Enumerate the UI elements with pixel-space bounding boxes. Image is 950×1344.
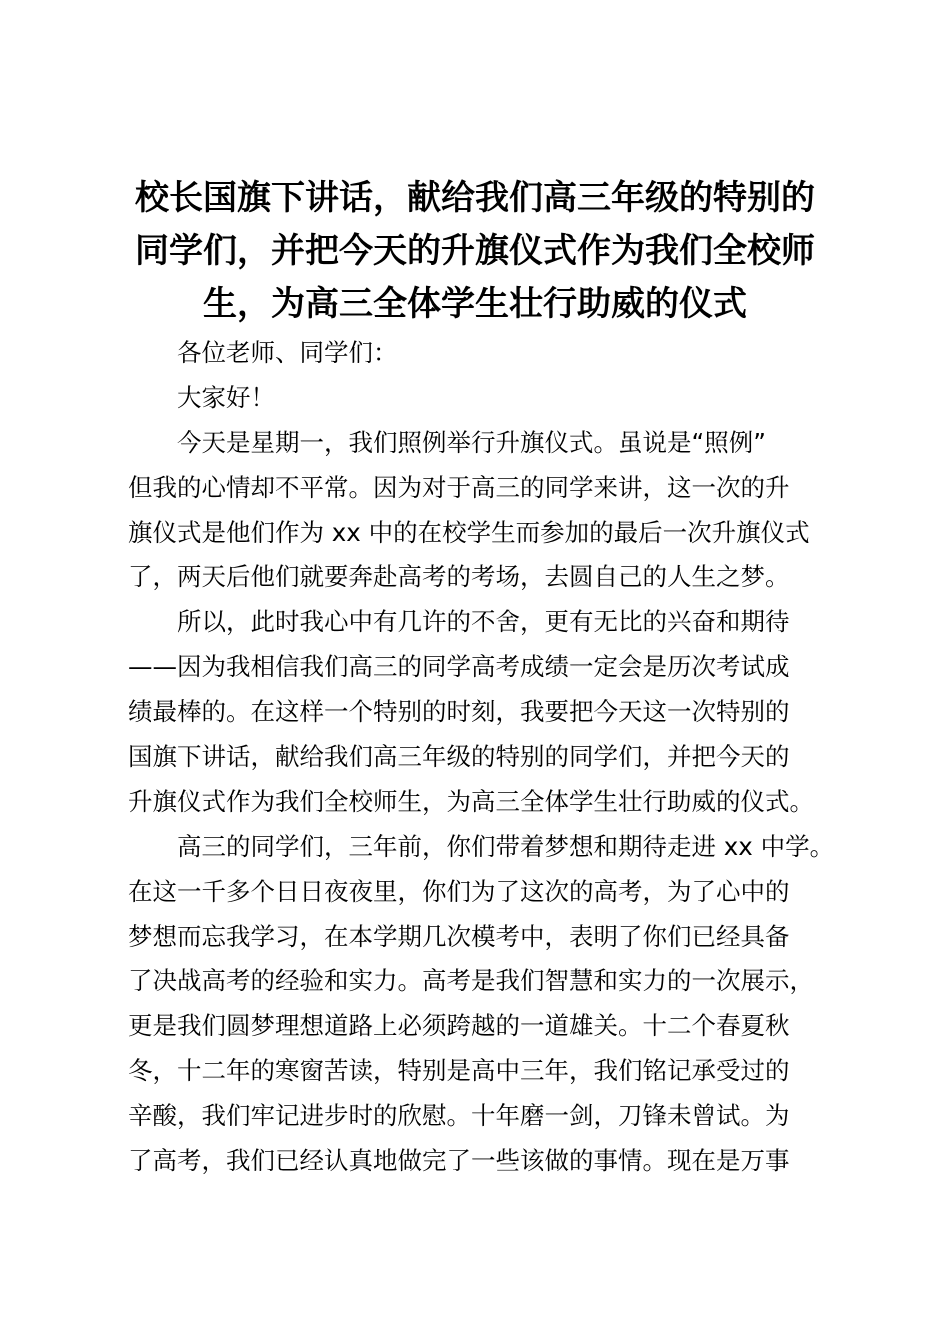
paragraph-line: 绩最棒的。在这样一个特别的时刻，我要把今天这一次特别的 <box>128 697 790 727</box>
paragraph-line: 高三的同学们，三年前，你们带着梦想和期待走进 xx 中学。 <box>177 831 835 861</box>
paragraph-line: 在这一千多个日日夜夜里，你们为了这次的高考，为了心中的 <box>128 876 790 906</box>
paragraph-line: 所以，此时我心中有几许的不舍，更有无比的兴奋和期待 <box>177 607 790 637</box>
title-line: 生，为高三全体学生壮行助威的仪式 <box>203 284 747 324</box>
paragraph-line: 旗仪式是他们作为 xx 中的在校学生而参加的最后一次升旗仪式 <box>128 517 810 547</box>
salutation: 各位老师、同学们： <box>177 338 398 367</box>
paragraph-line: 了高考，我们已经认真地做完了一些该做的事情。现在是万事 <box>128 1146 790 1176</box>
paragraph-line: 辛酸，我们牢记进步时的欣慰。十年磨一剑，刀锋未曾试。为 <box>128 1101 790 1131</box>
paragraph-line: 国旗下讲话，献给我们高三年级的特别的同学们，并把今天的 <box>128 742 790 772</box>
paragraph-line: 升旗仪式作为我们全校师生，为高三全体学生壮行助威的仪式。 <box>128 786 814 816</box>
document-body <box>128 331 834 1184</box>
paragraph-line: 了决战高考的经验和实力。高考是我们智慧和实力的一次展示， <box>128 966 814 996</box>
paragraph-line: 冬，十二年的寒窗苦读，特别是高中三年，我们铭记承受过的 <box>128 1056 790 1086</box>
paragraph-line: ——因为我相信我们高三的同学高考成绩一定会是历次考试成 <box>128 652 790 682</box>
title-line: 同学们，并把今天的升旗仪式作为我们全校师 <box>135 231 815 271</box>
paragraph-line: 更是我们圆梦理想道路上必须跨越的一道雄关。十二个春夏秋 <box>128 1011 790 1041</box>
paragraph-line: 了，两天后他们就要奔赴高考的考场，去圆自己的人生之梦。 <box>128 562 790 592</box>
paragraph-line: 梦想而忘我学习，在本学期几次模考中，表明了你们已经具备 <box>128 921 790 951</box>
title-line: 校长国旗下讲话，献给我们高三年级的特别的 <box>135 178 815 218</box>
paragraph-line: 今天是星期一，我们照例举行升旗仪式。虽说是“照例” <box>177 427 766 457</box>
greeting: 大家好！ <box>177 382 275 412</box>
paragraph-line: 但我的心情却不平常。因为对于高三的同学来讲，这一次的升 <box>128 472 790 502</box>
document-title <box>118 172 832 331</box>
